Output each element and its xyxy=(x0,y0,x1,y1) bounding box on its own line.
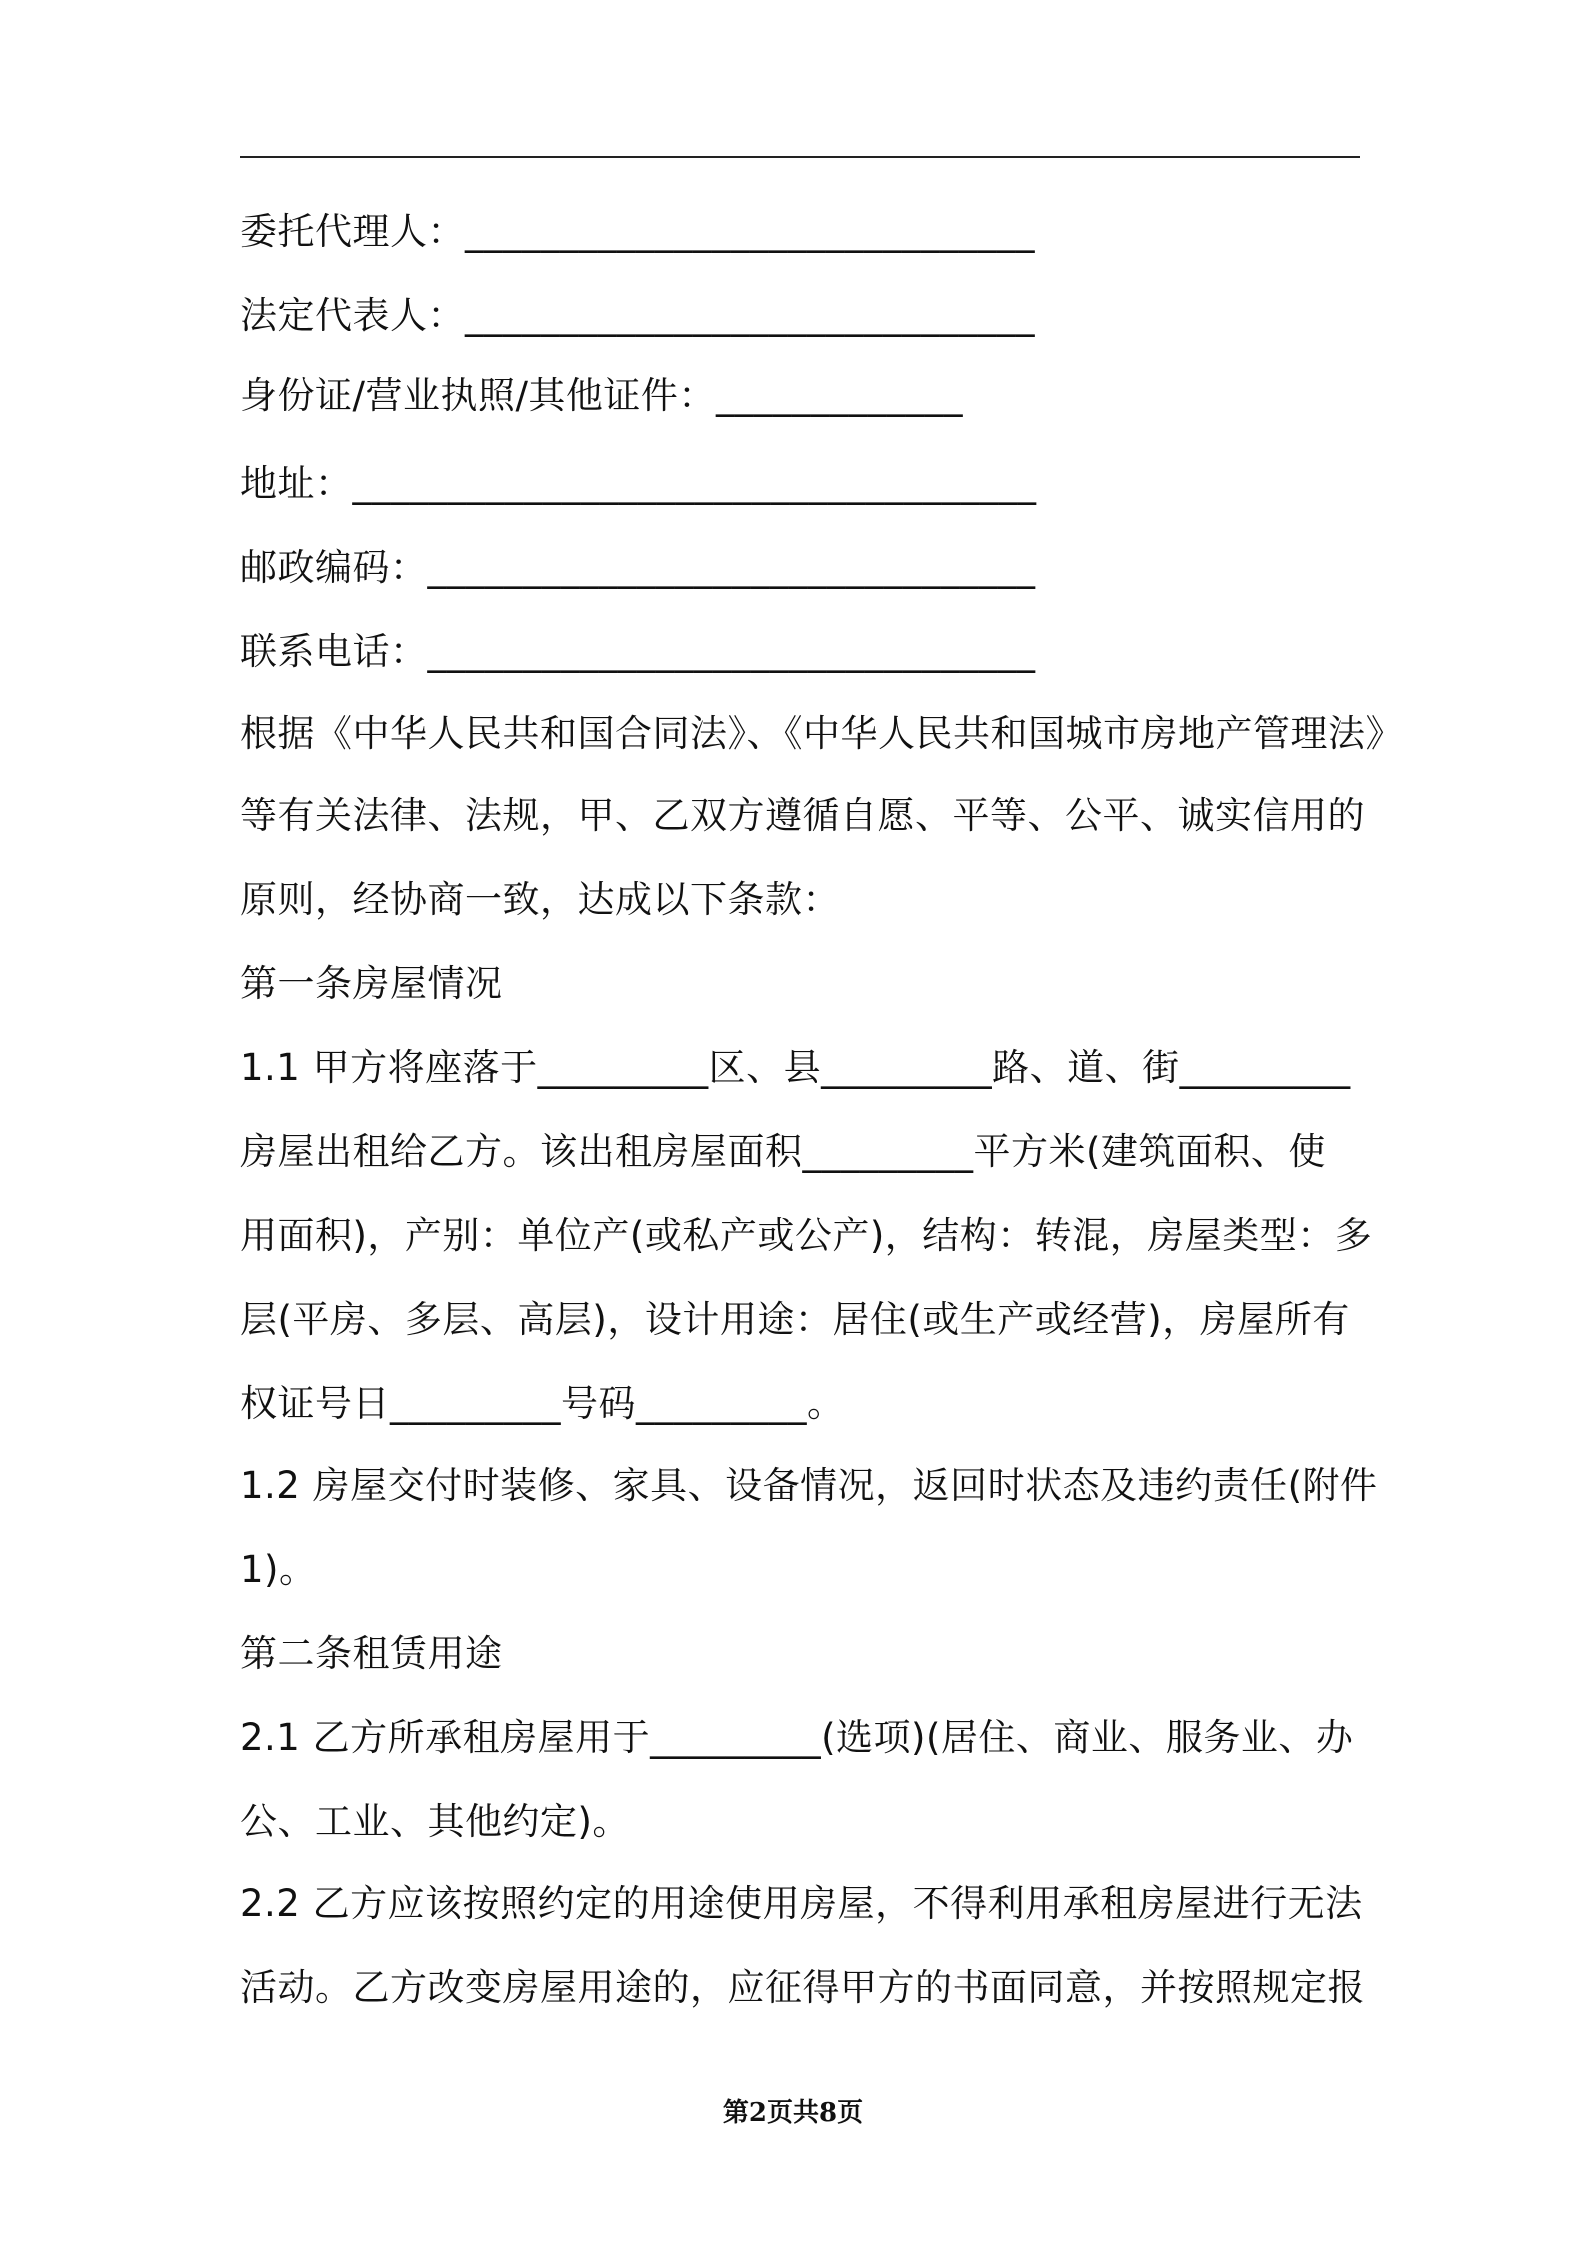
field-address xyxy=(240,460,1037,508)
section-heading: 第一条房屋情况 xyxy=(240,962,503,1005)
body-line: 1.2 房屋交付时装修、家具、设备情况，返回时状态及违约责任(附件 xyxy=(240,1464,1378,1507)
body-line: 层(平房、多层、高层)，设计用途：居住(或生产或经营)，房屋所有 xyxy=(240,1298,1350,1341)
body-line: 等有关法律、法规，甲、乙双方遵循自愿、平等、公平、诚实信用的 xyxy=(240,794,1365,837)
field-blank: ______________________________ xyxy=(465,210,1035,253)
body-line: 权证号日_________号码_________。 xyxy=(240,1382,845,1425)
field-agent xyxy=(240,208,1035,256)
field-label: 地址： xyxy=(240,462,353,505)
body-line: 原则，经协商一致，达成以下条款： xyxy=(240,878,840,921)
body-line: 活动。乙方改变房屋用途的，应征得甲方的书面同意，并按照规定报 xyxy=(240,1966,1365,2009)
body-line: 2.2 乙方应该按照约定的用途使用房屋，不得利用承租房屋进行无法 xyxy=(240,1882,1363,1925)
section-heading: 第二条租赁用途 xyxy=(240,1632,503,1675)
field-blank: ____________________________________ xyxy=(352,462,1037,505)
body-line: 根据《中华人民共和国合同法》、《中华人民共和国城市房地产管理法》 xyxy=(240,712,1403,755)
field-postcode xyxy=(240,544,1036,592)
field-blank: ________________________________ xyxy=(427,630,1036,673)
field-blank: ________________________________ xyxy=(427,546,1036,589)
field-phone xyxy=(240,628,1036,676)
field-id-document xyxy=(240,372,963,420)
body-line: 2.1 乙方所承租房屋用于_________(选项)(居住、商业、服务业、办 xyxy=(240,1716,1354,1759)
field-label: 身份证/营业执照/其他证件： xyxy=(240,374,716,417)
body-line: 1)。 xyxy=(240,1548,317,1591)
field-label: 邮政编码： xyxy=(240,546,428,589)
body-line: 1.1 甲方将座落于_________区、县_________路、道、街_________ xyxy=(240,1046,1351,1089)
field-label: 法定代表人： xyxy=(240,294,465,337)
body-line: 用面积)，产别：单位产(或私产或公产)，结构：转混，房屋类型：多 xyxy=(240,1214,1373,1257)
page-number: 第2页共8页 xyxy=(722,2098,864,2128)
header-rule xyxy=(240,156,1360,158)
field-blank: _____________ xyxy=(715,374,963,417)
field-label: 委托代理人： xyxy=(240,210,465,253)
field-label: 联系电话： xyxy=(240,630,428,673)
body-line: 公、工业、其他约定)。 xyxy=(240,1800,630,1843)
body-line: 房屋出租给乙方。该出租房屋面积_________平方米(建筑面积、使 xyxy=(240,1130,1326,1173)
field-blank: ______________________________ xyxy=(465,294,1035,337)
field-legal-rep xyxy=(240,292,1035,340)
